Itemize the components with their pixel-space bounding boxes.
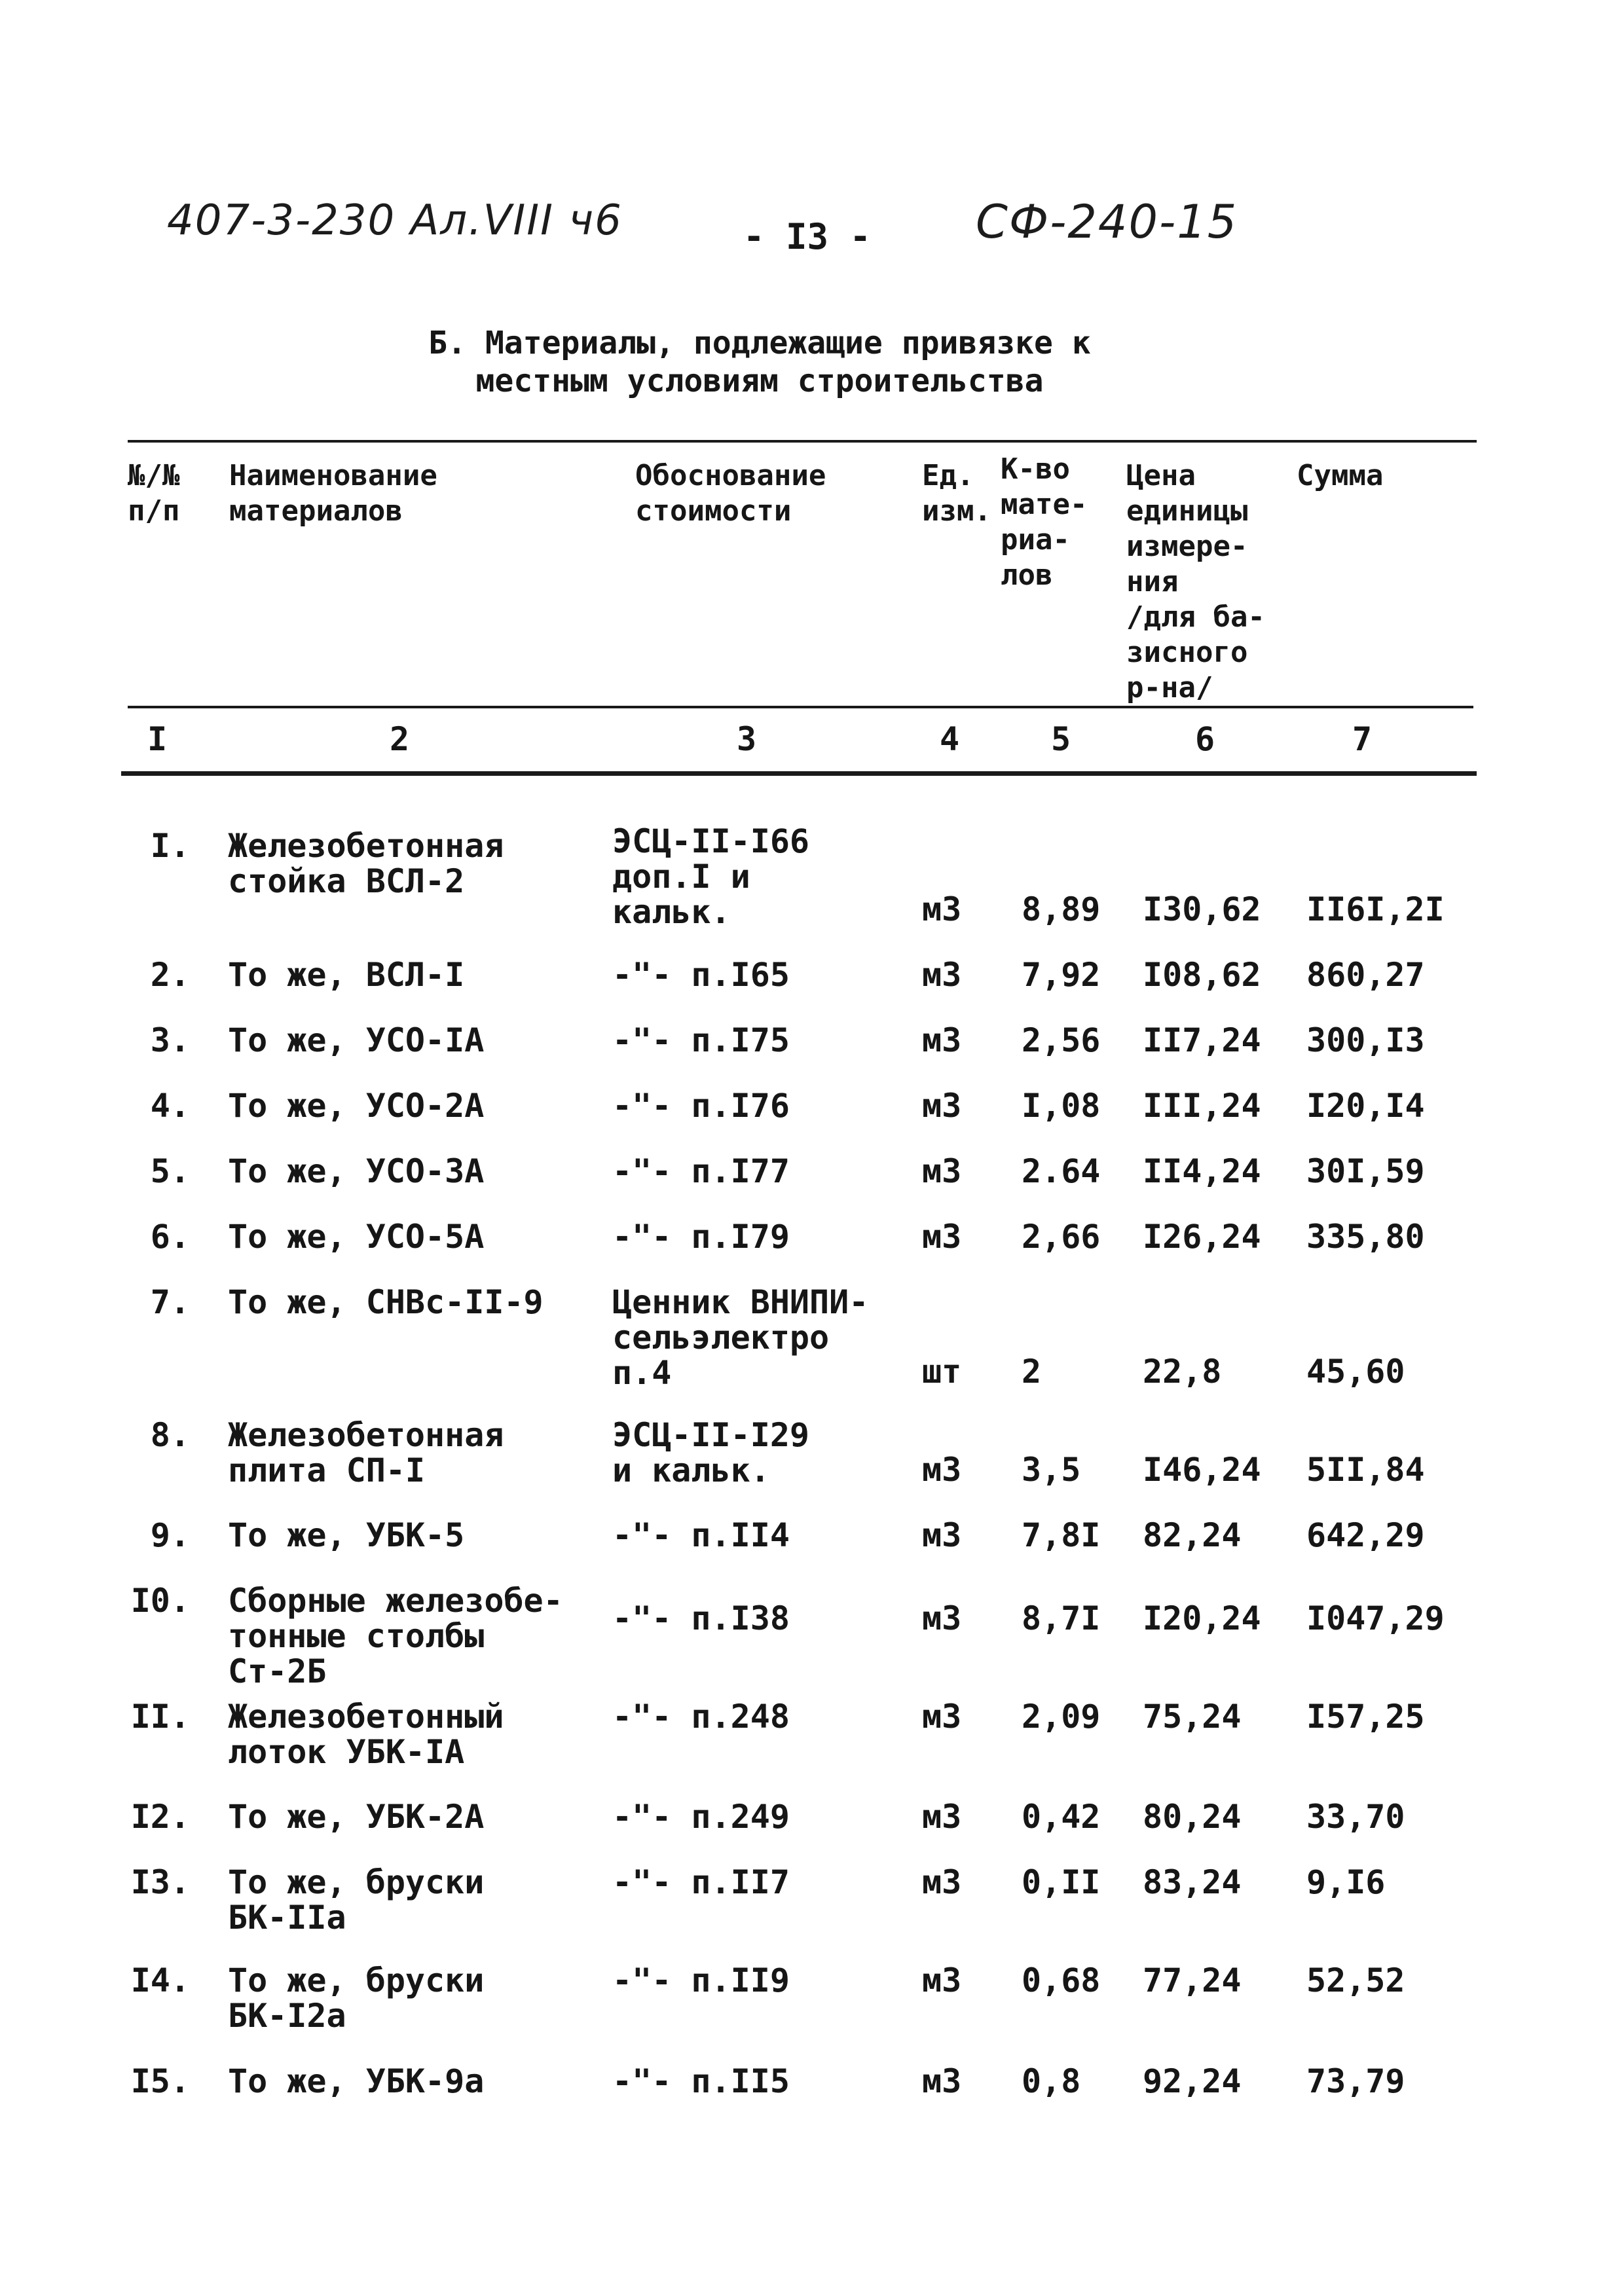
material-name: То же, УСО-IА: [228, 1021, 485, 1059]
material-name: Сборные железобе- тонные столбы Ст-2Б: [228, 1582, 563, 1690]
quantity: 2: [1022, 1353, 1042, 1391]
row-number: I2.: [130, 1798, 190, 1836]
sum: 642,29: [1306, 1516, 1425, 1554]
row-number: I0.: [130, 1582, 190, 1620]
sum: 5II,84: [1306, 1451, 1425, 1489]
row-number: I.: [150, 827, 190, 865]
sum: I57,25: [1306, 1698, 1425, 1736]
row-number: 5.: [150, 1152, 190, 1190]
unit-price: I20,24: [1143, 1599, 1261, 1637]
unit: м3: [922, 1961, 962, 1999]
column-number: 4: [939, 720, 960, 758]
section-title-line-2: местным условиям строительства: [475, 363, 1044, 399]
cost-basis: -"- п.I75: [612, 1021, 790, 1059]
sum: 45,60: [1306, 1353, 1405, 1391]
column-numbers-rule: [121, 771, 1477, 776]
cost-basis: -"- п.II7: [612, 1863, 790, 1901]
sum: 30I,59: [1306, 1152, 1425, 1190]
cost-basis: ЭСЦ-II-I29 и кальк.: [612, 1416, 810, 1489]
column-number: 6: [1194, 720, 1215, 758]
cost-basis: -"- п.I65: [612, 956, 790, 994]
material-name: То же, бруски БК-IIа: [228, 1863, 485, 1937]
material-name: То же, ВСЛ-I: [228, 956, 465, 994]
quantity: 0,68: [1022, 1961, 1101, 1999]
cost-basis: -"- п.I77: [612, 1152, 790, 1190]
cost-basis: -"- п.I38: [612, 1599, 790, 1637]
row-number: 6.: [150, 1218, 190, 1256]
unit: м3: [922, 1516, 962, 1554]
unit: м3: [922, 1798, 962, 1836]
unit-price: I08,62: [1143, 956, 1261, 994]
column-number: 2: [389, 720, 410, 758]
document-code: 407-3-230 Ал.VIII ч6: [167, 196, 623, 245]
column-number: 7: [1352, 720, 1373, 758]
quantity: 7,92: [1022, 956, 1101, 994]
page-number: - I3 -: [743, 216, 872, 257]
unit-price: 92,24: [1143, 2062, 1242, 2100]
unit-price: 82,24: [1143, 1516, 1242, 1554]
column-header-number: №/№ п/п: [128, 459, 180, 528]
quantity: 7,8I: [1022, 1516, 1101, 1554]
unit-price: I26,24: [1143, 1218, 1261, 1256]
unit: м3: [922, 2062, 962, 2100]
quantity: 0,II: [1022, 1863, 1101, 1901]
unit-price: II7,24: [1143, 1021, 1261, 1059]
quantity: 8,7I: [1022, 1599, 1101, 1637]
material-name: Железобетонная стойка ВСЛ-2: [228, 827, 504, 900]
unit: м3: [922, 1152, 962, 1190]
unit: м3: [922, 956, 962, 994]
sum: 860,27: [1306, 956, 1425, 994]
cost-basis: -"- п.I79: [612, 1218, 790, 1256]
unit-price: 77,24: [1143, 1961, 1242, 1999]
column-header-price: Цена единицы измере- ния /для ба- зисного р-на/: [1126, 459, 1265, 704]
quantity: 0,8: [1022, 2062, 1081, 2100]
quantity: 8,89: [1022, 890, 1101, 928]
material-name: То же, УСО-3А: [228, 1152, 485, 1190]
quantity: 0,42: [1022, 1798, 1101, 1836]
row-number: 9.: [150, 1516, 190, 1554]
sum: I047,29: [1306, 1599, 1445, 1637]
cost-basis: ЭСЦ-II-I66 доп.I и кальк.: [612, 822, 810, 931]
quantity: 2,09: [1022, 1698, 1101, 1736]
material-name: То же, бруски БК-I2а: [228, 1961, 485, 2035]
sum: 335,80: [1306, 1218, 1425, 1256]
section-title: [262, 324, 1257, 400]
unit: м3: [922, 1698, 962, 1736]
header-bottom-rule: [128, 706, 1473, 708]
column-header-quantity: К-во мате- риа- лов: [1001, 452, 1088, 592]
cost-basis: -"- п.II4: [612, 1516, 790, 1554]
row-number: I5.: [130, 2062, 190, 2100]
row-number: I4.: [130, 1961, 190, 1999]
unit-price: 83,24: [1143, 1863, 1242, 1901]
row-number: II.: [130, 1698, 190, 1736]
sum: 73,79: [1306, 2062, 1405, 2100]
material-name: Железобетонная плита СП-I: [228, 1416, 504, 1489]
unit: м3: [922, 1087, 962, 1125]
quantity: I,08: [1022, 1087, 1101, 1125]
unit-price: III,24: [1143, 1087, 1261, 1125]
unit-price: 75,24: [1143, 1698, 1242, 1736]
quantity: 2,56: [1022, 1021, 1101, 1059]
section-title-line-1: Б. Материалы, подлежащие привязке к: [428, 325, 1091, 361]
material-name: То же, УБК-9а: [228, 2062, 485, 2100]
cost-basis: -"- п.II9: [612, 1961, 790, 1999]
sum: I20,I4: [1306, 1087, 1425, 1125]
cost-basis: Ценник ВНИПИ- сельэлектро п.4: [612, 1283, 869, 1392]
quantity: 3,5: [1022, 1451, 1081, 1489]
column-header-name: Наименование материалов: [229, 459, 437, 528]
column-header-unit: Ед. изм.: [922, 459, 991, 528]
column-number: 5: [1050, 720, 1071, 758]
material-name: То же, УБК-5: [228, 1516, 465, 1554]
column-header-basis: Обоснование стоимости: [635, 459, 826, 528]
unit-price: I46,24: [1143, 1451, 1261, 1489]
cost-basis: -"- п.II5: [612, 2062, 790, 2100]
quantity: 2,66: [1022, 1218, 1101, 1256]
sum: II6I,2I: [1306, 890, 1445, 928]
unit: м3: [922, 1863, 962, 1901]
unit-price: 80,24: [1143, 1798, 1242, 1836]
sum: 9,I6: [1306, 1863, 1386, 1901]
material-name: То же, УСО-5А: [228, 1218, 485, 1256]
material-name: То же, УБК-2А: [228, 1798, 485, 1836]
row-number: 8.: [150, 1416, 190, 1454]
row-number: I3.: [130, 1863, 190, 1901]
table-top-rule: [128, 440, 1477, 443]
unit: м3: [922, 1021, 962, 1059]
cost-basis: -"- п.248: [612, 1698, 790, 1736]
sum: 300,I3: [1306, 1021, 1425, 1059]
material-name: То же, УСО-2А: [228, 1087, 485, 1125]
row-number: 7.: [150, 1283, 190, 1321]
column-header-sum: Сумма: [1297, 459, 1384, 492]
quantity: 2.64: [1022, 1152, 1101, 1190]
sum: 33,70: [1306, 1798, 1405, 1836]
unit-price: II4,24: [1143, 1152, 1261, 1190]
material-name: То же, СНВс-II-9: [228, 1283, 544, 1321]
column-number: I: [147, 720, 168, 758]
sum: 52,52: [1306, 1961, 1405, 1999]
unit: м3: [922, 1218, 962, 1256]
column-number: 3: [736, 720, 757, 758]
sheet-code: СФ-240-15: [976, 195, 1238, 249]
cost-basis: -"- п.249: [612, 1798, 790, 1836]
row-number: 4.: [150, 1087, 190, 1125]
cost-basis: -"- п.I76: [612, 1087, 790, 1125]
unit: м3: [922, 1599, 962, 1637]
unit: шт: [922, 1353, 962, 1391]
unit: м3: [922, 890, 962, 928]
material-name: Железобетонный лоток УБК-IА: [228, 1698, 504, 1771]
unit-price: I30,62: [1143, 890, 1261, 928]
row-number: 3.: [150, 1021, 190, 1059]
unit: м3: [922, 1451, 962, 1489]
row-number: 2.: [150, 956, 190, 994]
unit-price: 22,8: [1143, 1353, 1222, 1391]
